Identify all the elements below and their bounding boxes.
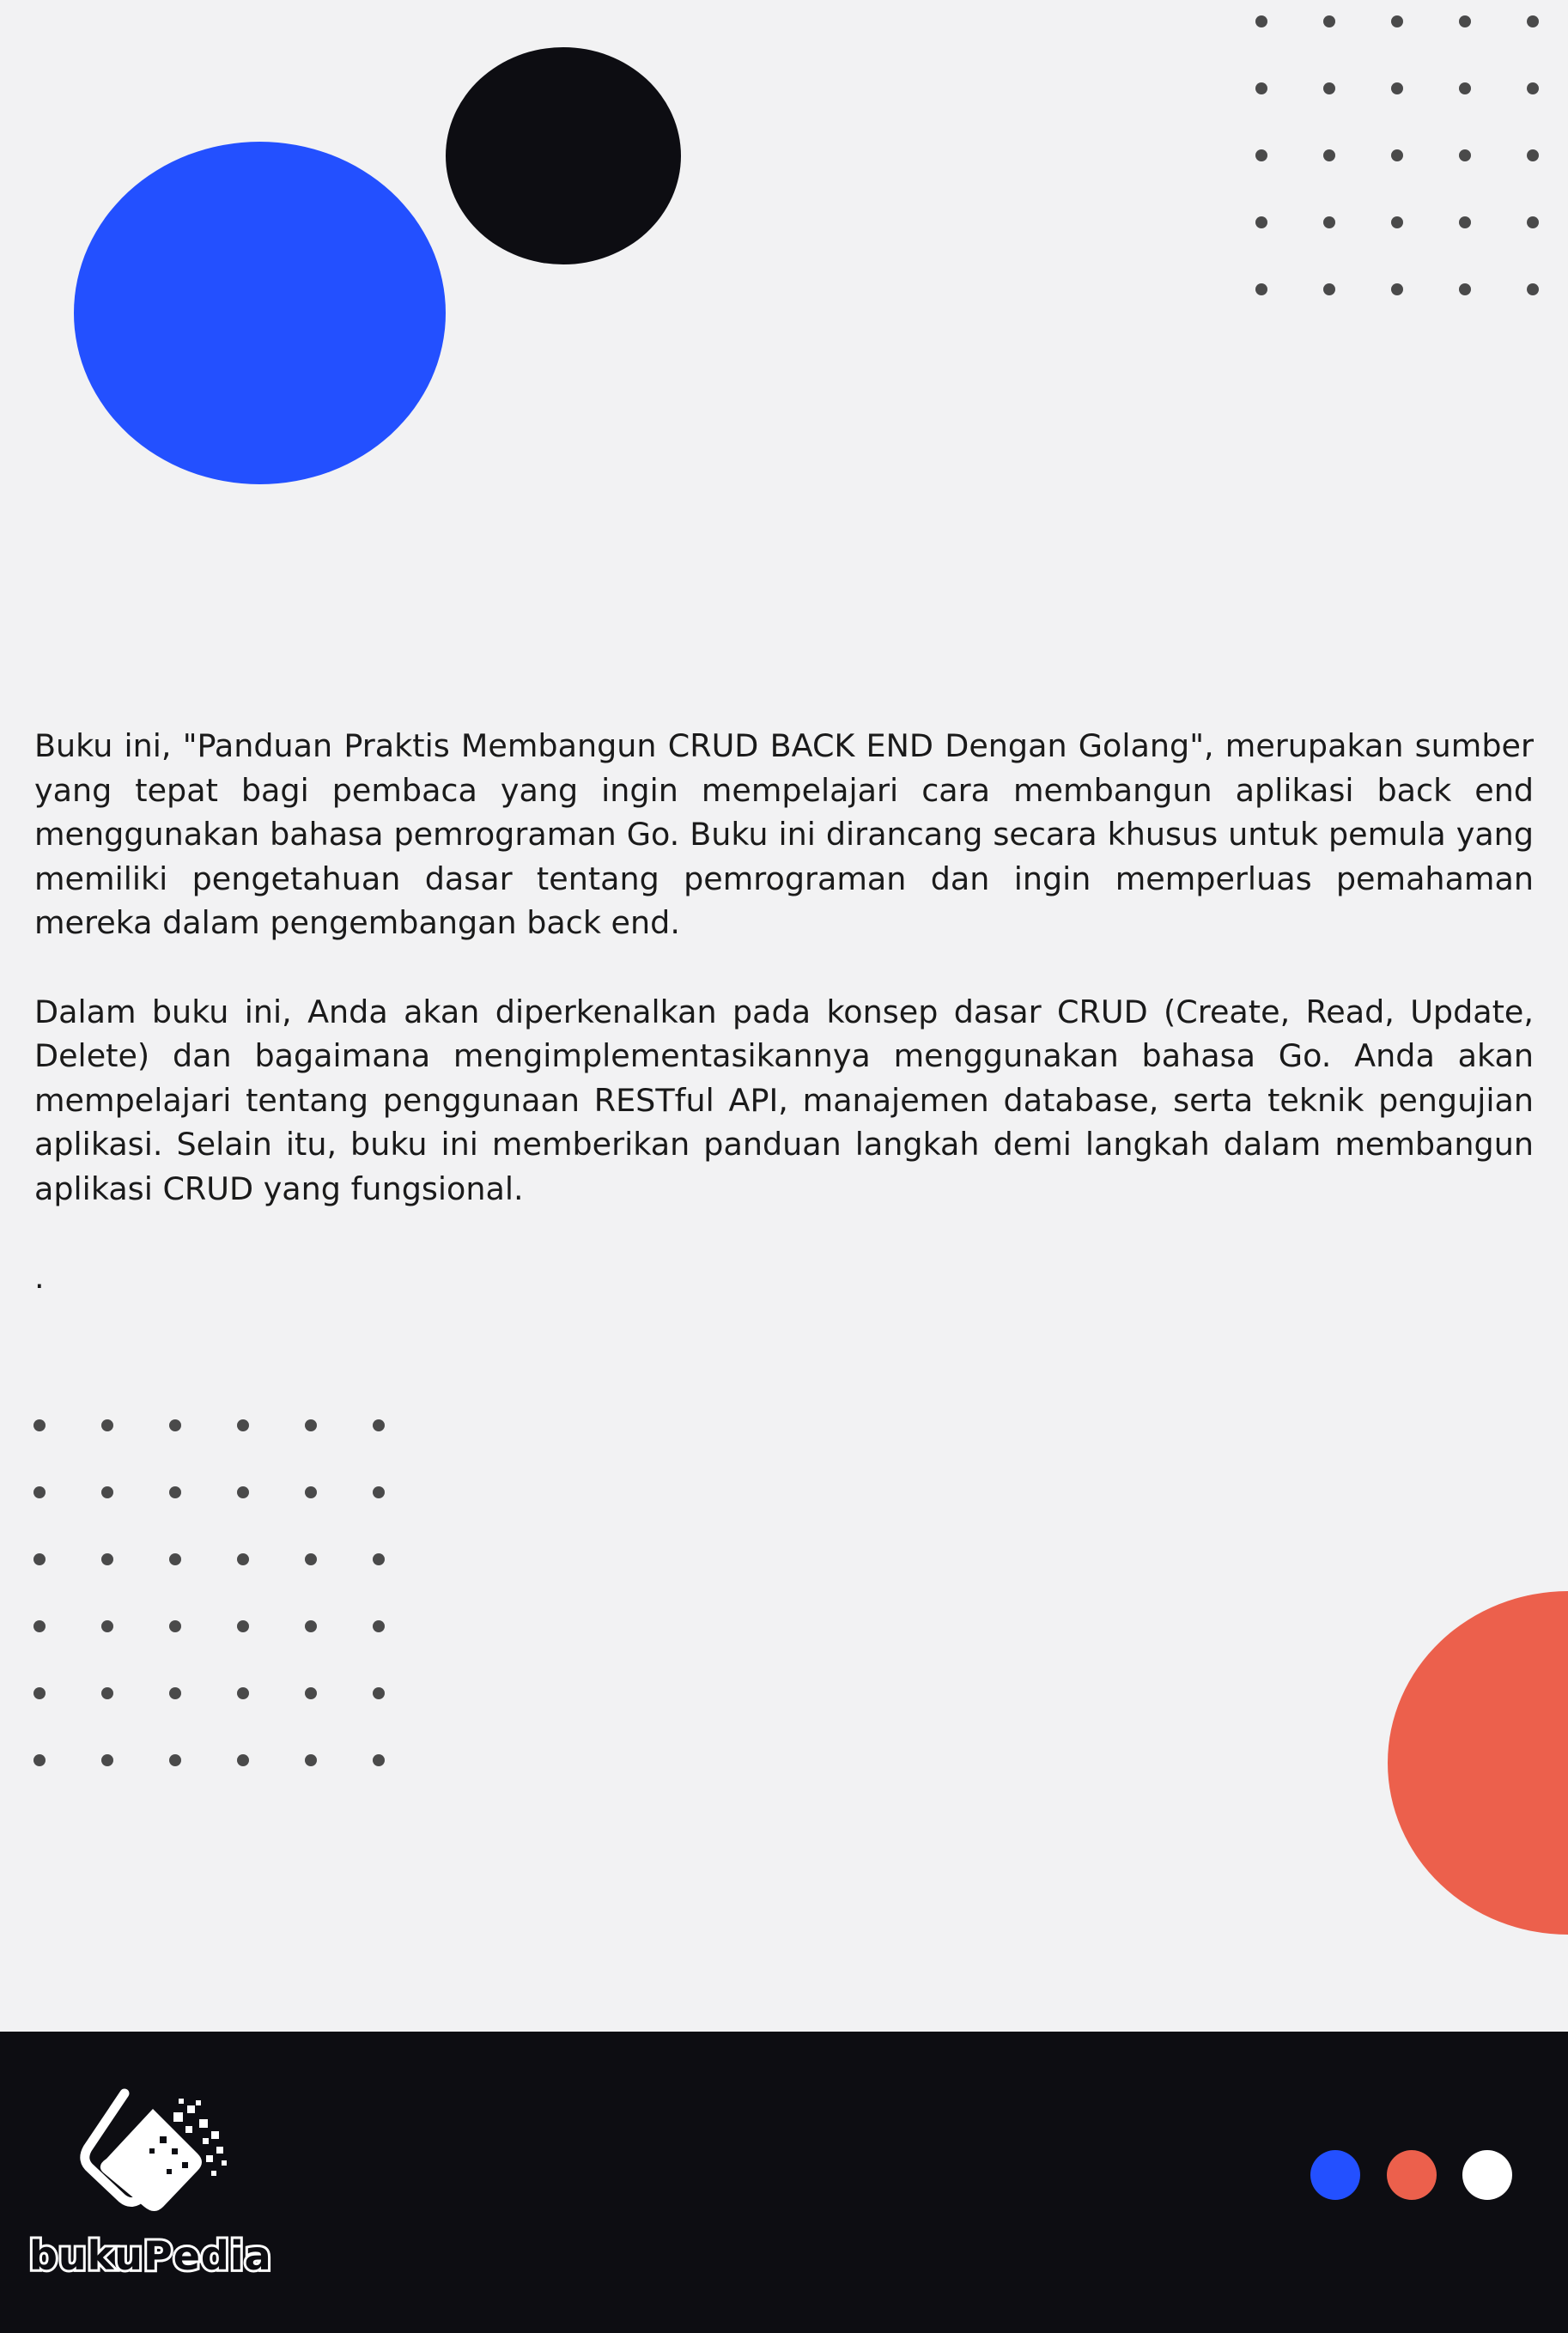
- grid-dot: [373, 1486, 385, 1498]
- footer-dot-red: [1387, 2150, 1437, 2200]
- grid-dot: [1459, 82, 1471, 94]
- grid-dot: [33, 1419, 46, 1431]
- grid-dot: [101, 1754, 113, 1766]
- grid-dot: [101, 1419, 113, 1431]
- grid-dot: [169, 1687, 181, 1699]
- paragraph-2: Dalam buku ini, Anda akan diperkenalkan pada konsep dasar CRUD (Create, Read, Update, Delete) dan bagaimana mengimplementasikannya menggunakan bahasa Go. Anda akan mempelajari tentang penggunaan RESTful API, manajemen database, serta teknik pengujian aplikasi. Selain itu, buku ini memberikan panduan langkah demi langkah dalam membangun aplikasi CRUD yang fungsional.: [34, 993, 1534, 1207]
- grid-dot: [1527, 283, 1539, 295]
- grid-dot: [101, 1620, 113, 1632]
- grid-dot: [1527, 82, 1539, 94]
- grid-dot: [1255, 216, 1267, 228]
- grid-dot: [1323, 216, 1335, 228]
- grid-dot: [1391, 15, 1403, 27]
- grid-dot: [305, 1486, 317, 1498]
- grid-dot: [237, 1486, 249, 1498]
- grid-dot: [237, 1419, 249, 1431]
- black-circle-decoration: [446, 47, 681, 264]
- grid-dot: [169, 1620, 181, 1632]
- grid-dot: [373, 1419, 385, 1431]
- grid-dot: [1527, 15, 1539, 27]
- grid-dot: [1459, 283, 1471, 295]
- grid-dot: [1391, 149, 1403, 161]
- grid-dot: [237, 1620, 249, 1632]
- brand-name-text: bukuPedia: [29, 2233, 272, 2279]
- grid-dot: [33, 1486, 46, 1498]
- grid-dot: [1527, 216, 1539, 228]
- grid-dot: [101, 1486, 113, 1498]
- grid-dot: [33, 1620, 46, 1632]
- red-circle-decoration: [1388, 1591, 1568, 1935]
- grid-dot: [305, 1419, 317, 1431]
- grid-dot: [1527, 149, 1539, 161]
- footer-dot-blue: [1310, 2150, 1360, 2200]
- grid-dot: [101, 1687, 113, 1699]
- grid-dot: [169, 1486, 181, 1498]
- grid-dot: [373, 1687, 385, 1699]
- grid-dot: [305, 1553, 317, 1565]
- grid-dot: [101, 1553, 113, 1565]
- grid-dot: [1459, 216, 1471, 228]
- grid-dot: [33, 1687, 46, 1699]
- grid-dot: [237, 1687, 249, 1699]
- grid-dot: [373, 1553, 385, 1565]
- grid-dot: [1255, 82, 1267, 94]
- grid-dot: [237, 1553, 249, 1565]
- paragraph-3: .: [34, 1259, 45, 1296]
- grid-dot: [305, 1754, 317, 1766]
- grid-dot: [169, 1553, 181, 1565]
- grid-dot: [373, 1754, 385, 1766]
- grid-dot: [1323, 15, 1335, 27]
- grid-dot: [169, 1754, 181, 1766]
- description-text: [34, 724, 1534, 1345]
- grid-dot: [1391, 216, 1403, 228]
- grid-dot: [1391, 82, 1403, 94]
- grid-dot: [1255, 15, 1267, 27]
- grid-dot: [1459, 149, 1471, 161]
- footer-dot-white: [1462, 2150, 1512, 2200]
- blue-circle-decoration: [74, 142, 446, 484]
- grid-dot: [1459, 15, 1471, 27]
- grid-dot: [1323, 149, 1335, 161]
- grid-dot: [1255, 283, 1267, 295]
- grid-dot: [305, 1687, 317, 1699]
- paragraph-1: Buku ini, "Panduan Praktis Membangun CRUD BACK END Dengan Golang", merupakan sumber yang tepat bagi pembaca yang ingin mempelajari cara membangun aplikasi back end menggunakan bahasa pemrograman Go. Buku ini dirancang secara khusus untuk pemula yang memiliki pengetahuan dasar tentang pemrograman dan ingin memperluas pemahaman mereka dalam pengembangan back end.: [34, 727, 1534, 941]
- grid-dot: [1391, 283, 1403, 295]
- book-pixel-icon: [77, 2087, 240, 2236]
- grid-dot: [305, 1620, 317, 1632]
- grid-dot: [237, 1754, 249, 1766]
- grid-dot: [1323, 82, 1335, 94]
- grid-dot: [169, 1419, 181, 1431]
- grid-dot: [33, 1553, 46, 1565]
- brand-name: [29, 2233, 272, 2279]
- grid-dot: [373, 1620, 385, 1632]
- grid-dot: [33, 1754, 46, 1766]
- grid-dot: [1255, 149, 1267, 161]
- grid-dot: [1323, 283, 1335, 295]
